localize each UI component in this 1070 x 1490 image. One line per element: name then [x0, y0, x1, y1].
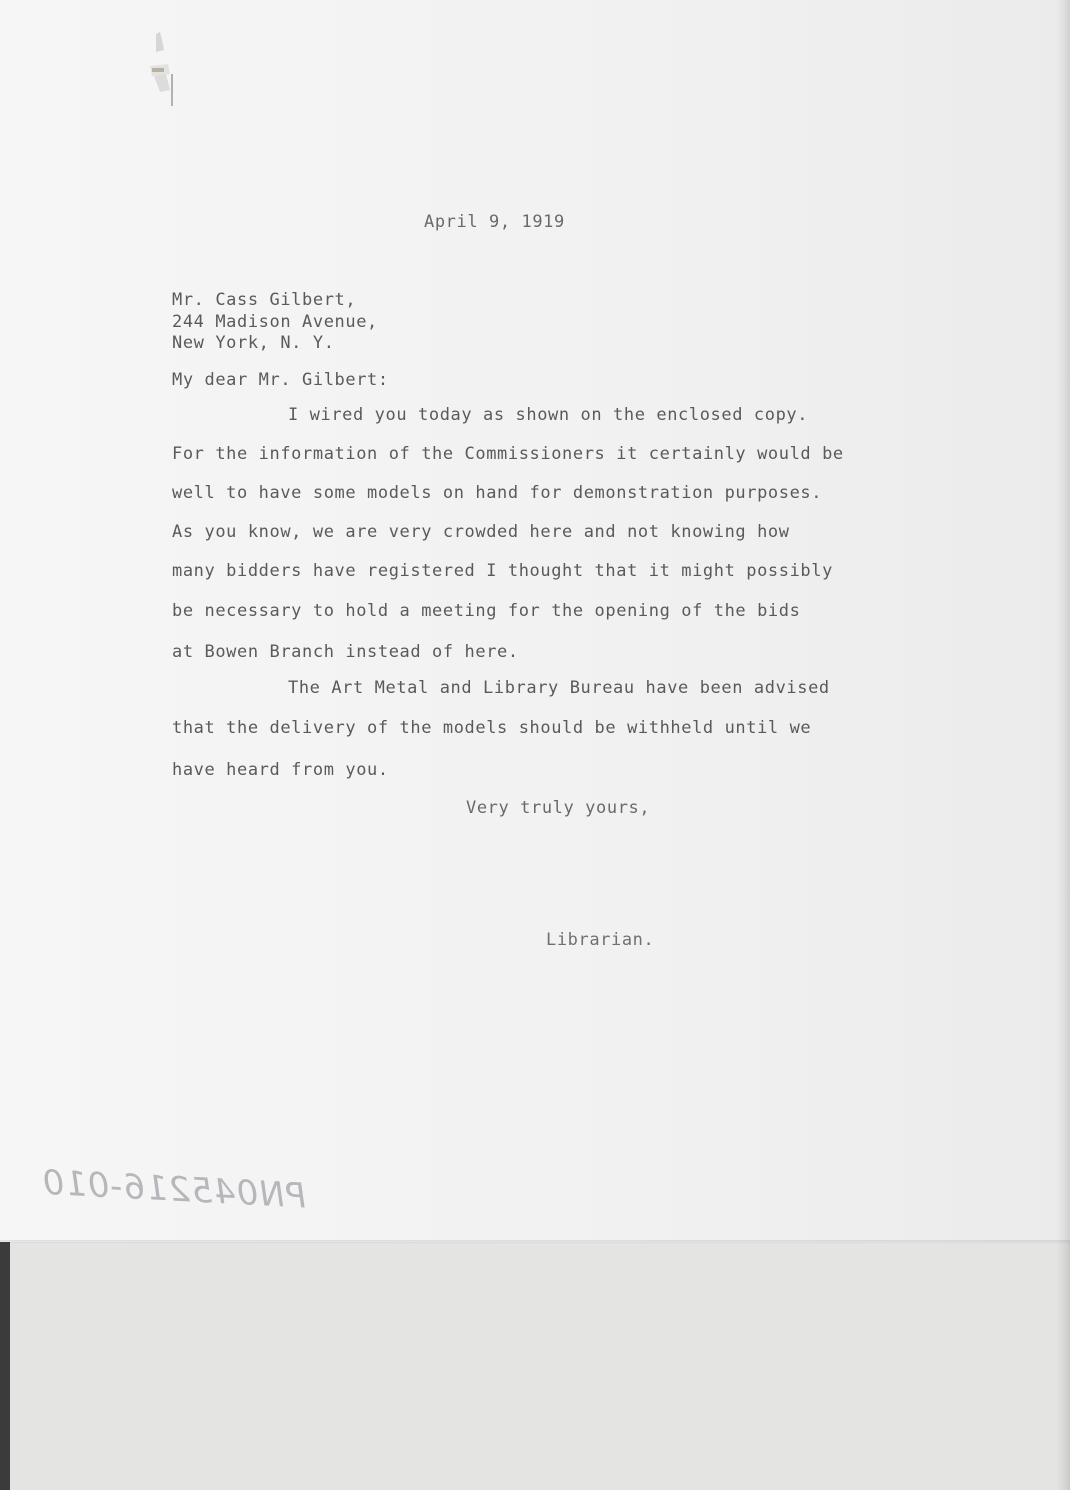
salutation: My dear Mr. Gilbert:: [172, 370, 389, 390]
paragraph-1-line: For the information of the Commissioners it certainly would be: [172, 444, 844, 464]
address-line: Mr. Cass Gilbert,: [172, 290, 357, 310]
archive-stamp-text: PN045216-010: [40, 1162, 308, 1217]
paragraph-2-line: that the delivery of the models should be withheld until we: [172, 718, 812, 738]
sheet-bottom-edge: [0, 1240, 1070, 1244]
address-line: 244 Madison Avenue,: [172, 312, 378, 332]
letter-date: April 9, 1919: [424, 212, 565, 232]
paper-clip-mark-icon: [146, 30, 176, 110]
scan-background-band: [0, 1242, 1070, 1490]
complimentary-closing: Very truly yours,: [466, 798, 651, 818]
paragraph-1-line: many bidders have registered I thought that it might possibly: [172, 561, 833, 581]
paragraph-2-line: The Art Metal and Library Bureau have been advised: [288, 678, 830, 698]
archive-stamp: [40, 1162, 308, 1226]
paragraph-2-line: have heard from you.: [172, 760, 389, 780]
paragraph-1-line: at Bowen Branch instead of here.: [172, 642, 519, 662]
sheet-right-edge: [1056, 0, 1070, 1490]
address-line: New York, N. Y.: [172, 333, 335, 353]
paragraph-1-line: I wired you today as shown on the enclosed copy.: [288, 405, 809, 425]
paragraph-1-line: be necessary to hold a meeting for the opening of the bids: [172, 601, 801, 621]
paragraph-1-line: As you know, we are very crowded here and not knowing how: [172, 522, 790, 542]
signature-title: Librarian.: [546, 930, 655, 950]
paragraph-1-line: well to have some models on hand for demonstration purposes.: [172, 483, 823, 503]
